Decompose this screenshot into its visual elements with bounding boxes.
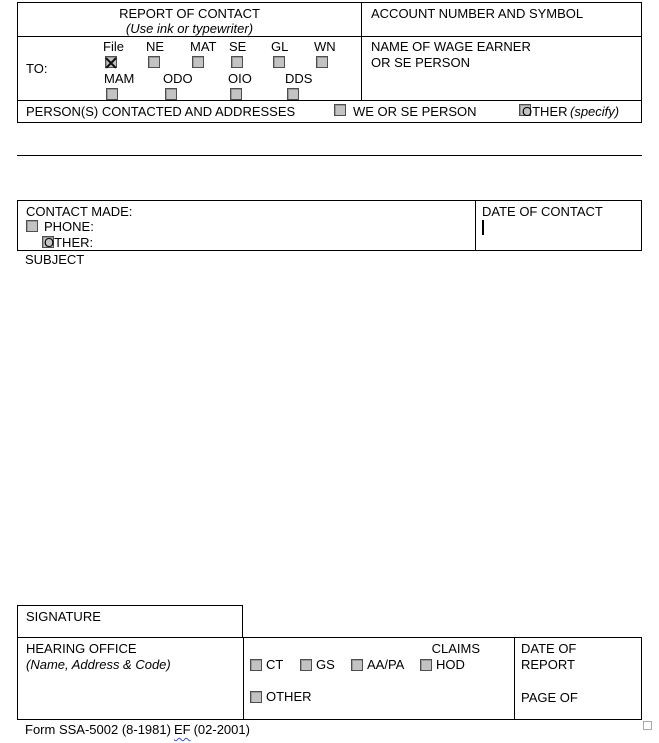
wage-earner-cell[interactable] (362, 37, 641, 100)
claims-option-other (250, 689, 312, 704)
to-option-mat (190, 39, 216, 68)
persons-contacted-row (18, 101, 641, 122)
subject-label: SUBJECT (25, 252, 85, 267)
we-or-se-checkbox[interactable] (334, 104, 346, 116)
claims-option-hod (420, 657, 465, 672)
persons-contacted-label: PERSON(S) CONTACTED AND ADDRESSES (26, 104, 296, 119)
gs-checkbox[interactable] (300, 659, 312, 671)
gl-checkbox[interactable] (273, 56, 285, 68)
wn-checkbox[interactable] (316, 56, 328, 68)
oio-label: OIO (228, 71, 252, 86)
odo-label: ODO (163, 71, 193, 86)
hod-checkbox[interactable] (420, 659, 432, 671)
odo-checkbox[interactable] (165, 88, 177, 100)
contact-made-label: CONTACT MADE: (26, 204, 133, 219)
claims-option-gs (300, 657, 335, 672)
title-row (18, 3, 641, 37)
to-option-wn (314, 39, 336, 68)
to-option-dds (285, 71, 312, 100)
to-option-ne (146, 39, 164, 68)
wage-earner-label: NAME OF WAGE EARNER OR SE PERSON (371, 39, 531, 70)
mat-checkbox[interactable] (192, 56, 204, 68)
aapa-label: AA/PA (367, 657, 405, 672)
se-checkbox[interactable] (231, 56, 243, 68)
claims-label: CLAIMS (431, 641, 480, 656)
claims-other-checkbox[interactable] (250, 691, 262, 703)
bottom-section (17, 637, 642, 720)
text-cursor (482, 220, 484, 235)
date-of-report-label: DATE OF REPORT (521, 641, 577, 672)
corner-marker (643, 721, 652, 730)
dds-checkbox[interactable] (287, 88, 299, 100)
to-row (18, 37, 641, 101)
contact-other-label: OTHER: (44, 235, 94, 250)
gl-label: GL (271, 39, 289, 54)
phone-label: PHONE: (44, 219, 94, 234)
we-or-se-label: WE OR SE PERSON (353, 104, 477, 119)
title-cell (18, 3, 362, 36)
form-number-suffix: (02-2001) (193, 722, 250, 737)
hod-label: HOD (436, 657, 465, 672)
to-option-mam (104, 71, 134, 100)
contact-made-cell (18, 201, 476, 250)
form-subtitle: (Use ink or typewriter) (125, 21, 254, 36)
account-number-cell[interactable] (362, 3, 641, 36)
claims-option-aapa (351, 657, 404, 672)
other-contacted-label: OTHER (522, 104, 568, 119)
form-header-block (17, 2, 642, 123)
hearing-office-label: HEARING OFFICE (26, 641, 137, 656)
form-number (25, 722, 253, 737)
form-title: REPORT OF CONTACT (119, 6, 260, 21)
claims-option-ct (250, 657, 283, 672)
date-of-contact-field[interactable] (476, 201, 641, 250)
to-option-file (103, 39, 124, 68)
se-label: SE (229, 39, 247, 54)
address-rule-line (17, 155, 642, 156)
file-checkbox[interactable] (105, 56, 117, 68)
signature-label: SIGNATURE (26, 609, 101, 624)
page-of-label: PAGE OF (521, 690, 578, 705)
mam-label: MAM (104, 71, 135, 86)
ct-label: CT (266, 657, 284, 672)
file-label: File (103, 39, 124, 54)
to-option-gl (271, 39, 288, 68)
to-option-oio (228, 71, 252, 100)
form-number-prefix: Form SSA-5002 (8-1981) (25, 722, 171, 737)
ct-checkbox[interactable] (250, 659, 262, 671)
hearing-office-cell[interactable] (18, 638, 244, 719)
wn-label: WN (314, 39, 336, 54)
gs-label: GS (316, 657, 335, 672)
date-of-contact-label: DATE OF CONTACT (482, 204, 603, 219)
phone-checkbox[interactable] (26, 220, 38, 232)
dds-label: DDS (285, 71, 313, 86)
to-option-se (229, 39, 246, 68)
ne-label: NE (146, 39, 165, 54)
claims-other-label: OTHER (266, 689, 312, 704)
contact-made-box (17, 200, 642, 251)
aapa-checkbox[interactable] (351, 659, 363, 671)
other-specify-label: (specify) (570, 104, 620, 119)
oio-checkbox[interactable] (230, 88, 242, 100)
ne-checkbox[interactable] (148, 56, 160, 68)
to-label: TO: (26, 61, 48, 76)
claims-cell (244, 638, 515, 719)
signature-box[interactable] (17, 605, 243, 638)
mam-checkbox[interactable] (106, 88, 118, 100)
to-option-odo (163, 71, 193, 100)
form-number-ef: EF (173, 722, 191, 737)
date-of-report-cell[interactable] (515, 638, 641, 719)
to-section (18, 37, 362, 100)
account-number-label: ACCOUNT NUMBER AND SYMBOL (371, 6, 584, 21)
mat-label: MAT (190, 39, 217, 54)
hearing-office-sub-label: (Name, Address & Code) (26, 657, 171, 672)
